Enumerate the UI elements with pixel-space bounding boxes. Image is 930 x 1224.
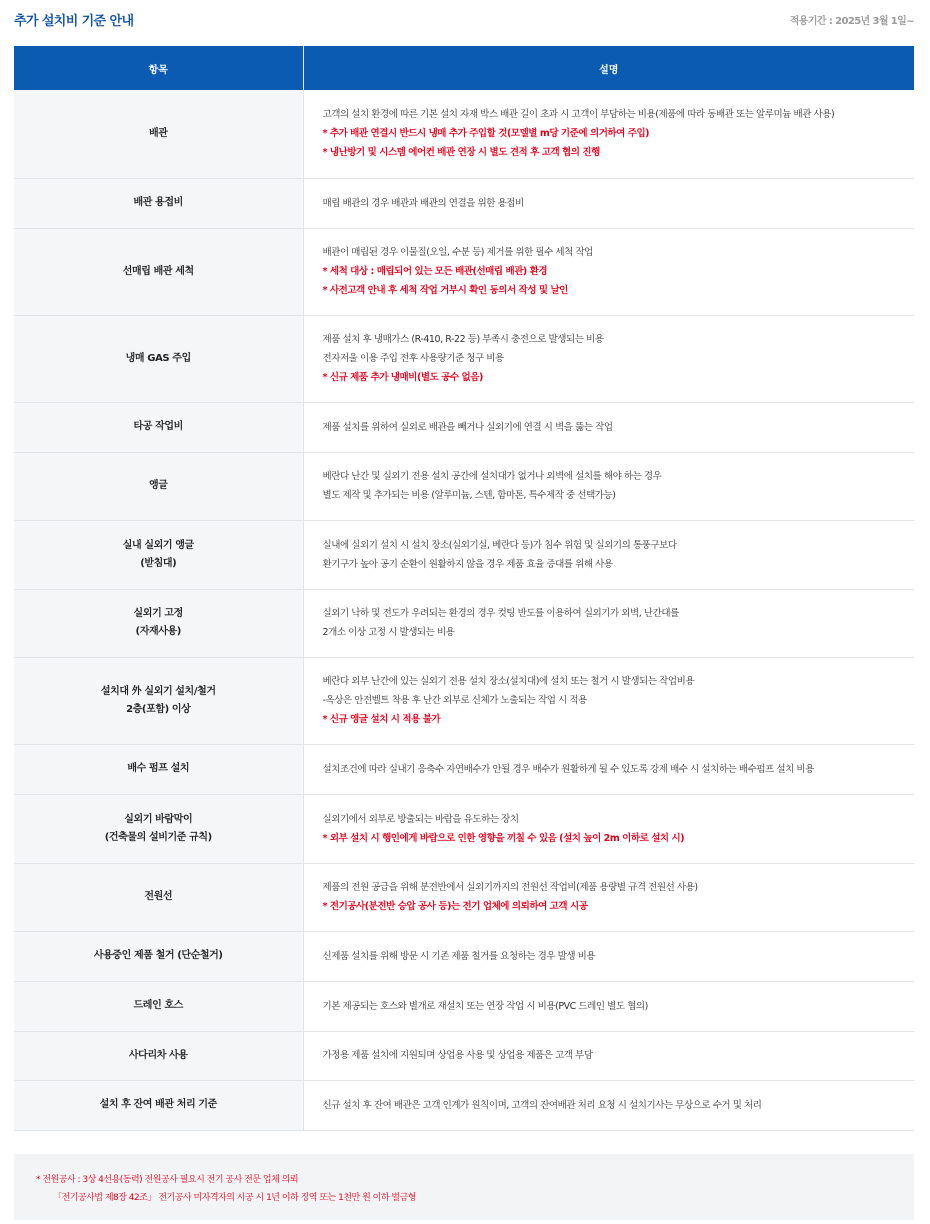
description-line: 실내에 실외기 설치 시 설치 장소(실외기실, 베란다 등)가 침수 위험 및 실외기의 통풍구보다 bbox=[322, 539, 677, 551]
row-item-cell bbox=[14, 931, 303, 981]
item-label: 냉매 GAS 주입 bbox=[125, 352, 191, 364]
description-warning: * 추가 배관 연결시 반드시 냉매 추가 주입할 것(모델별 m당 기준에 의거하여 주입) bbox=[322, 128, 650, 140]
row-item-cell bbox=[14, 744, 303, 794]
description-line: 신제품 설치를 위해 방문 시 기존 제품 철거를 요청하는 경우 발생 비용 bbox=[322, 950, 596, 962]
table-row bbox=[14, 520, 914, 589]
table-row bbox=[14, 589, 914, 657]
row-item-cell bbox=[14, 520, 303, 589]
applicable-period: 적용기간 : 2025년 3월 1일~ bbox=[789, 16, 914, 27]
notice-line-2: 「전기공사법 제8장 42조」 전기공사 미자격자의 시공 시 1년 이하 징역 또는 1천만 원 이하 벌금형 bbox=[53, 1193, 416, 1203]
description-line: 설치조건에 따라 실내기 응축수 자연배수가 안될 경우 배수가 원활하게 될 수 있도록 강제 배수 시 설치하는 배수펌프 설치 비용 bbox=[322, 763, 814, 775]
row-item-cell bbox=[14, 452, 303, 520]
installation-fee-table bbox=[14, 46, 914, 1131]
row-description-cell bbox=[303, 315, 914, 402]
item-label: (건축물의 설비기준 규칙) bbox=[104, 831, 212, 843]
item-label: 전원선 bbox=[144, 891, 173, 902]
description-line: 고객의 설치 환경에 따른 기본 설치 자재 박스 배관 길이 초과 시 고객이 부담하는 비용(제품에 따라 동배관 또는 알루미늄 배관 사용) bbox=[322, 109, 835, 121]
row-description-cell bbox=[303, 981, 914, 1031]
table-header-row bbox=[14, 46, 914, 90]
row-description-cell bbox=[303, 931, 914, 981]
description-line: 실외기에서 외부로 방출되는 바람을 유도하는 장치 bbox=[322, 813, 519, 825]
item-label: 타공 작업비 bbox=[133, 421, 183, 432]
description-line: 신규 설치 후 잔여 배관은 고객 인계가 원칙이며, 고객의 잔여배관 처리 요청 시 설치기사는 무상으로 수거 및 처리 bbox=[322, 1099, 762, 1111]
description-line: 베란다 외부 난간에 있는 실외기 전용 설치 장소(설치대)에 설치 또는 철거 시 발생되는 작업비용 bbox=[322, 676, 695, 687]
description-line: 전자저울 이용 주입 전후 사용량기준 청구 비용 bbox=[322, 353, 504, 364]
row-description-cell bbox=[303, 744, 914, 794]
row-description-cell bbox=[303, 452, 914, 520]
row-item-cell bbox=[14, 981, 303, 1031]
row-item-cell bbox=[14, 315, 303, 402]
item-label: 앵글 bbox=[148, 480, 168, 491]
item-label: 설치 후 잔여 배관 처리 기준 bbox=[99, 1099, 217, 1110]
description-line: 기본 제공되는 호스와 별개로 재설치 또는 연장 작업 시 비용(PVC 드레인 별도 협의) bbox=[322, 1000, 648, 1012]
row-item-cell bbox=[14, 589, 303, 657]
row-description-cell bbox=[303, 402, 914, 452]
table-row bbox=[14, 794, 914, 863]
description-warning: * 신규 앵글 설치 시 적용 불가 bbox=[322, 714, 441, 725]
description-line: 가정용 제품 설치에 지원되며 상업용 사용 및 상업용 제품은 고객 부담 bbox=[322, 1050, 593, 1061]
table-row bbox=[14, 402, 914, 452]
table-row bbox=[14, 178, 914, 228]
row-item-cell bbox=[14, 794, 303, 863]
description-warning: * 외부 설치 시 행인에게 바람으로 인한 영향을 끼칠 수 있음 (설치 높이 2m 이하로 설치 시) bbox=[322, 832, 685, 844]
description-line: 매립 배관의 경우 배관과 배관의 연결을 위한 용접비 bbox=[322, 197, 524, 209]
item-label: 배관 용접비 bbox=[133, 197, 183, 208]
notice-line-1: * 전원공사 : 3상 4선용(동력) 전원공사 필요시 전기 공사 전문 업체 의뢰 bbox=[36, 1175, 299, 1185]
row-item-cell bbox=[14, 863, 303, 931]
item-label: 사다리차 사용 bbox=[128, 1049, 188, 1061]
table-row bbox=[14, 1080, 914, 1130]
row-item-cell bbox=[14, 228, 303, 315]
table-body bbox=[14, 90, 914, 1130]
page-header bbox=[14, 10, 914, 30]
row-description-cell bbox=[303, 178, 914, 228]
row-description-cell bbox=[303, 90, 914, 178]
row-description-cell bbox=[303, 520, 914, 589]
table-row bbox=[14, 657, 914, 744]
item-label: 사용중인 제품 철거 (단순철거) bbox=[93, 950, 223, 961]
table-row bbox=[14, 452, 914, 520]
row-item-cell bbox=[14, 657, 303, 744]
row-description-cell bbox=[303, 1080, 914, 1130]
description-warning: * 사전고객 안내 후 세척 작업 거부시 확인 동의서 작성 및 날인 bbox=[322, 285, 568, 296]
item-label: 실외기 고정 bbox=[133, 608, 183, 619]
row-description-cell bbox=[303, 589, 914, 657]
item-label: 드레인 호스 bbox=[133, 1000, 183, 1011]
item-label: 배관 bbox=[148, 127, 168, 139]
description-line: 실외기 낙하 및 전도가 우려되는 환경의 경우 컷팅 반도를 이용하여 실외기가 외벽, 난간대를 bbox=[322, 608, 679, 619]
row-item-cell bbox=[14, 1080, 303, 1130]
table-row bbox=[14, 90, 914, 178]
item-label: (받침대) bbox=[140, 557, 177, 569]
legal-notice bbox=[14, 1154, 914, 1220]
page-title: 추가 설치비 기준 안내 bbox=[14, 14, 134, 29]
table-row bbox=[14, 1031, 914, 1080]
table-row bbox=[14, 315, 914, 402]
description-warning: * 세척 대상 : 매립되어 있는 모든 배관(선매립 배관) 환경 bbox=[322, 266, 548, 277]
row-item-cell bbox=[14, 1031, 303, 1080]
item-label: 2층(포함) 이상 bbox=[126, 703, 191, 715]
row-description-cell bbox=[303, 1031, 914, 1080]
item-label: (자재사용) bbox=[135, 626, 181, 637]
description-line: 제품 설치 후 냉매가스 (R-410, R-22 등) 부족시 충전으로 발생되는 비용 bbox=[322, 334, 604, 345]
table-row bbox=[14, 981, 914, 1031]
description-line: 환기구가 높아 공기 순환이 원활하지 않을 경우 제품 효율 증대를 위해 사용 bbox=[322, 558, 613, 570]
description-line: 베란다 난간 및 실외기 전용 설치 공간에 설치대가 없거나 외벽에 설치를 해야 하는 경우 bbox=[322, 471, 662, 482]
description-warning: * 전기공사(분전반 승압 공사 등)는 전기 업체에 의뢰하여 고객 시공 bbox=[322, 901, 588, 912]
description-line: 배관이 매립된 경우 이물질(오일, 수분 등) 제거를 위한 필수 세척 작업 bbox=[322, 247, 593, 258]
column-header-item: 항목 bbox=[14, 46, 303, 90]
row-item-cell bbox=[14, 90, 303, 178]
description-line: -옥상은 안전벨트 착용 후 난간 외부로 신체가 노출되는 작업 시 적용 bbox=[322, 695, 587, 706]
table-row bbox=[14, 931, 914, 981]
row-item-cell bbox=[14, 402, 303, 452]
description-line: 제품 설치를 위하여 실외로 배관을 빼거나 실외기에 연결 시 벽을 뚫는 작업 bbox=[322, 421, 613, 433]
description-line: 2개소 이상 고정 시 발생되는 비용 bbox=[322, 627, 455, 638]
item-label: 배수 펌프 설치 bbox=[127, 763, 190, 774]
item-label: 실외기 바람막이 bbox=[124, 813, 193, 825]
row-description-cell bbox=[303, 794, 914, 863]
row-description-cell bbox=[303, 657, 914, 744]
row-item-cell bbox=[14, 178, 303, 228]
item-label: 설치대 外 실외기 설치/철거 bbox=[100, 685, 216, 697]
description-warning: * 신규 제품 추가 냉매비(별도 공수 없음) bbox=[322, 372, 483, 383]
row-description-cell bbox=[303, 863, 914, 931]
description-line: 별도 제작 및 추가되는 비용 (알루미늄, 스텐, 함마톤, 특수제작 중 선택가능) bbox=[322, 490, 616, 501]
item-label: 실내 실외기 앵글 bbox=[122, 539, 194, 551]
item-label: 선매립 배관 세척 bbox=[122, 265, 194, 277]
row-description-cell bbox=[303, 228, 914, 315]
table-row bbox=[14, 228, 914, 315]
column-header-description: 설명 bbox=[303, 46, 914, 90]
table-row bbox=[14, 863, 914, 931]
table-row bbox=[14, 744, 914, 794]
description-line: 제품의 전원 공급을 위해 분전반에서 실외기까지의 전원선 작업비(제품 용량별 규격 전원선 사용) bbox=[322, 882, 698, 893]
description-warning: * 냉난방기 및 시스템 에어컨 배관 연장 시 별도 견적 후 고객 협의 진행 bbox=[322, 147, 600, 159]
